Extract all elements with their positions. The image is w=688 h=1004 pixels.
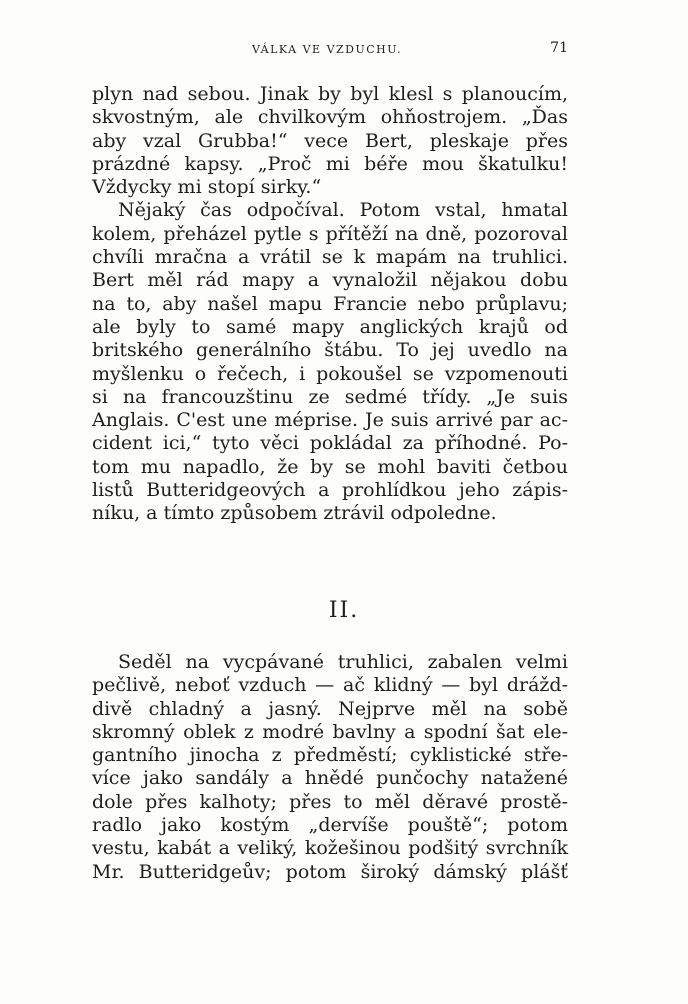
text-block-1 [92,83,568,526]
text-line: si na francouzštinu ze sedmé třídy. „Je suis [92,385,568,408]
text-line: gantního jinocha z předměstí; cyklistické stře- [92,744,568,767]
text-line: prázdné kapsy. „Proč mi béře mou škatulku! [92,152,568,175]
text-line: skvostným, ale chvilkovým ohňostrojem. „Ďas [92,106,568,129]
text-line: Seděl na vycpávané truhlici, zabalen velmi [118,651,568,673]
text-line: Anglais. C'est une méprise. Je suis arrivé par ac- [92,409,568,432]
text-line: na to, aby našel mapu Francie nebo průplavu; [92,292,568,315]
paragraph-3 [92,651,568,884]
text-line: skromný oblek z modré bavlny a spodní šat ele- [92,720,568,743]
text-line: aby vzal Grubba!“ vece Bert, pleskaje přes [92,129,568,152]
text-line: cident ici,“ tyto věci pokládal za příhodné. Po- [92,432,568,455]
text-line: níku, a tímto způsobem ztrávil odpoledne. [92,502,497,525]
text-line: divě chladný a jasný. Nejprve měl na sobě [92,697,568,720]
text-line: Vždycky mi stopí sirky.“ [92,176,322,199]
text-block-2 [92,651,568,884]
text-line: myšlenku o řečech, i pokoušel se vzpomenouti [92,362,568,385]
text-line: Mr. Butteridgeův; potom široký dámský plášť [92,860,568,883]
running-head [86,40,568,58]
text-line: tom mu napadlo, že by se mohl baviti četbou [92,455,568,478]
paragraph-2 [92,199,568,525]
text-line: britského generálního štábu. To jej uvedlo na [92,339,568,362]
text-line: radlo jako kostým „dervíše pouště“; potom [92,814,568,837]
page-number: 71 [550,40,568,56]
text-line: Bert měl rád mapy a vynaložil nějakou dobu [92,269,568,292]
text-line: kolem, přeházel pytle s přítěží na dně, pozoroval [92,222,568,245]
text-line: dole přes kalhoty; přes to měl děravé prostě- [92,790,568,813]
section-heading: II. [328,598,360,623]
text-line: více jako sandály a hnědé punčochy natažené [92,767,568,790]
running-title: VÁLKA VE VZDUCHU. [251,43,403,56]
text-line: vestu, kabát a veliký, kožešinou podšitý svrchník [92,837,568,860]
text-line: listů Butteridgeových a prohlídkou jeho zápis- [92,479,568,502]
text-line: plyn nad sebou. Jinak by byl klesl s planoucím, [92,83,568,105]
text-line: ale byly to samé mapy anglických krajů od [92,315,568,338]
paragraph-1 [92,83,568,199]
text-line: chvíli mračna a vrátil se k mapám na truhlici. [92,246,568,269]
text-line: pečlivě, neboť vzduch — ač klidný — byl drážd- [92,674,568,697]
text-line: Nějaký čas odpočíval. Potom vstal, hmatal [118,199,568,222]
